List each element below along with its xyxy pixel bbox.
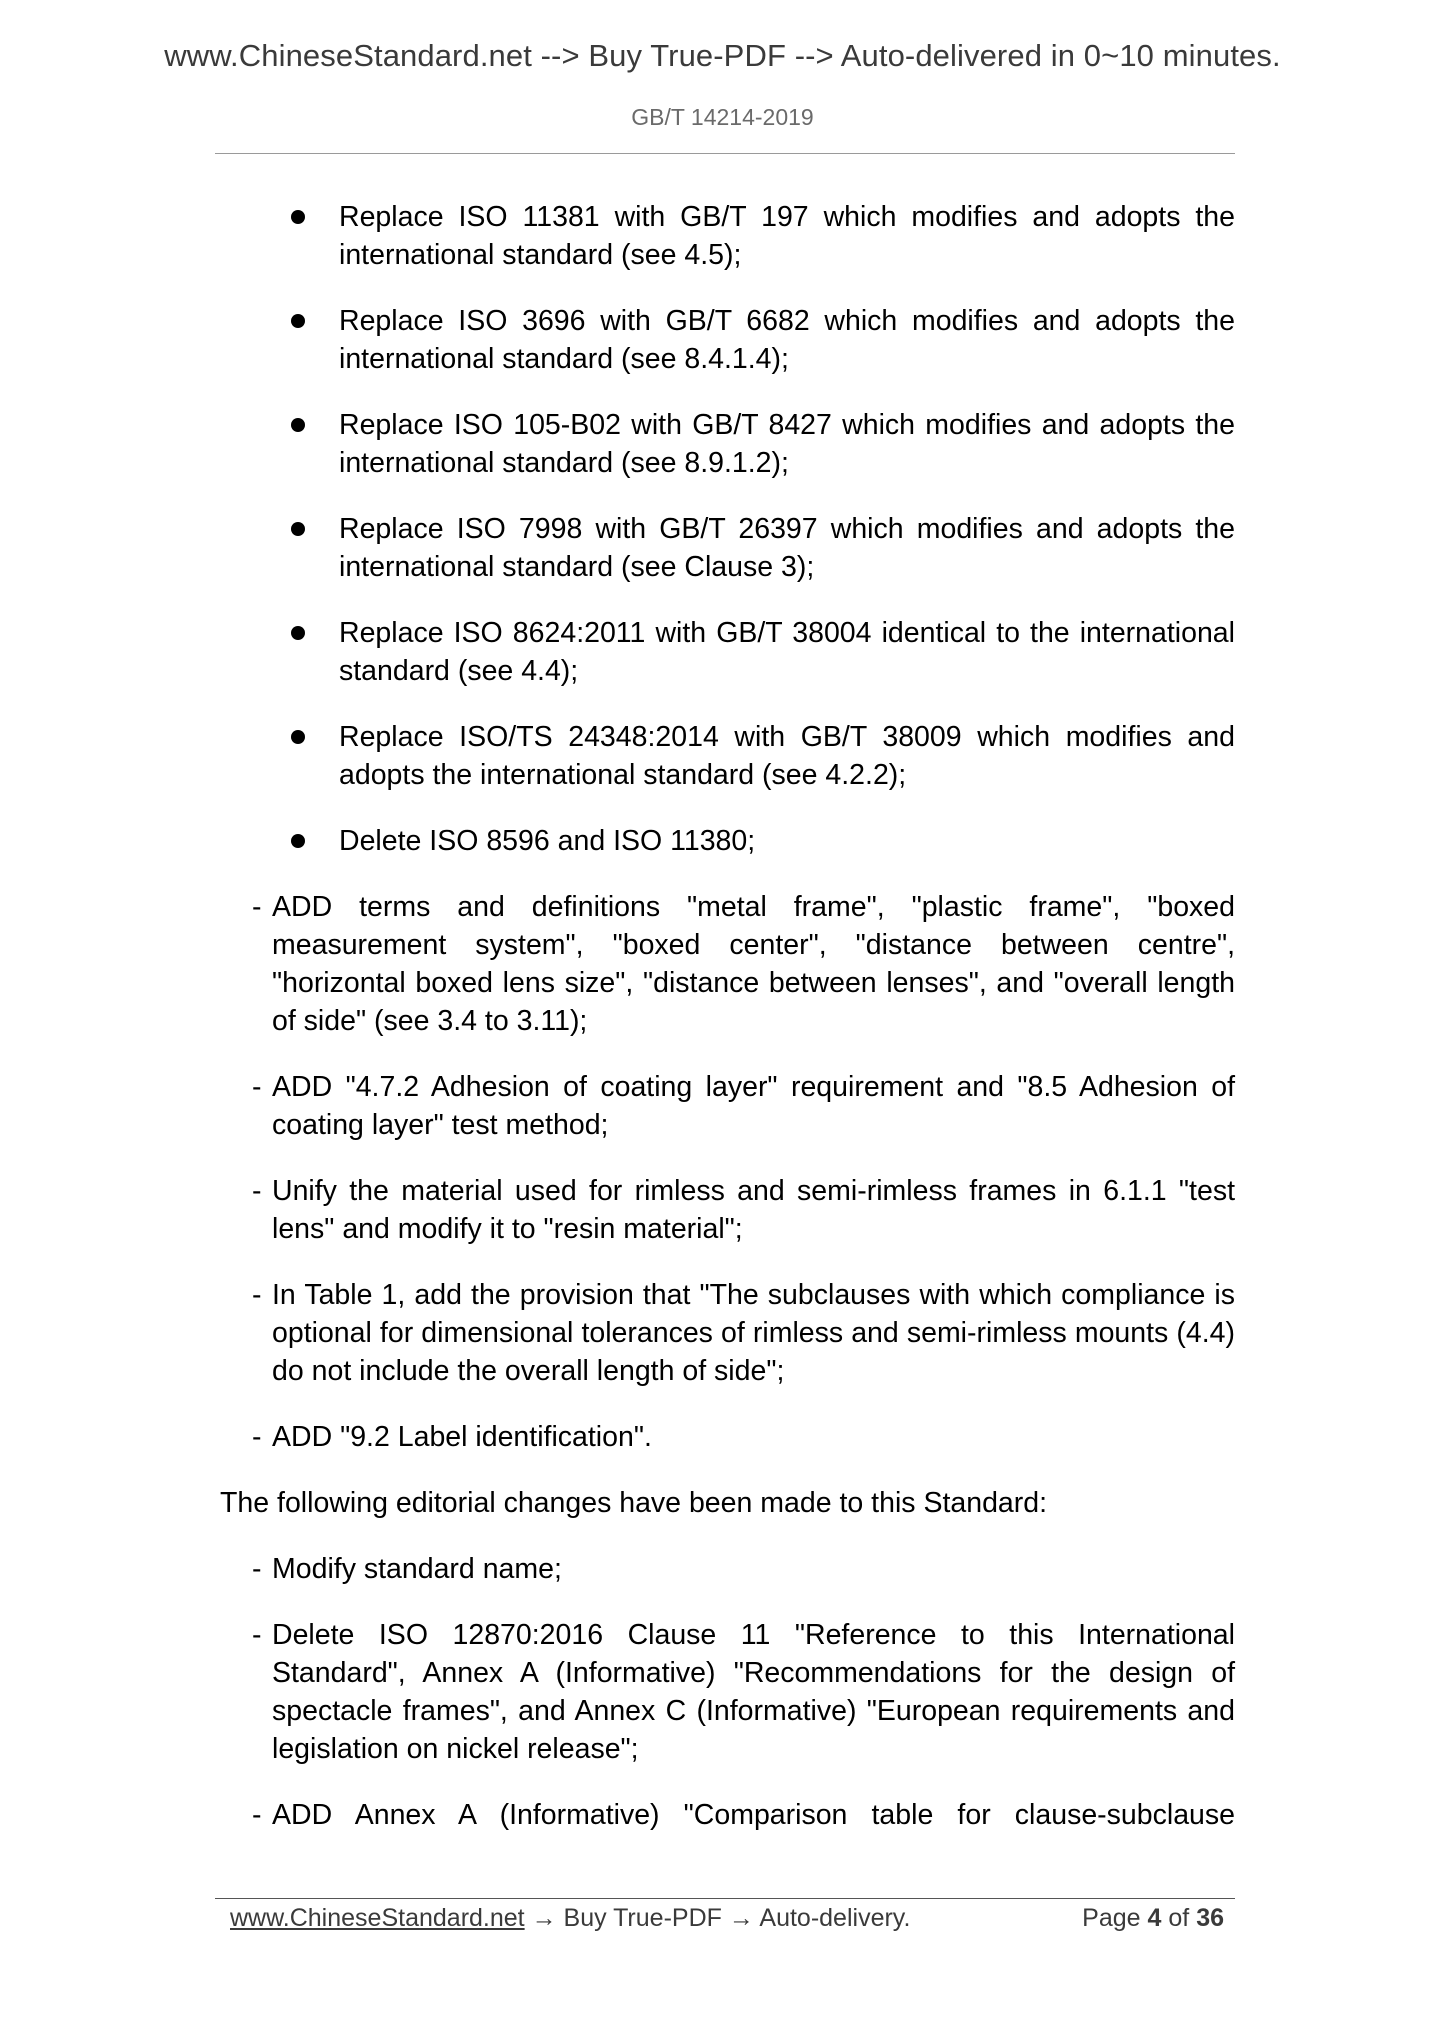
- technical-change-item: [252, 1418, 1235, 1456]
- of-label: of: [1168, 1904, 1190, 1932]
- technical-change-item: [252, 1172, 1235, 1248]
- header-divider: [215, 153, 1235, 154]
- bullet-text: Delete ISO 8596 and ISO 11380;: [339, 825, 756, 857]
- editorial-change-item: [252, 1796, 1235, 1834]
- bullet-item: [339, 614, 1235, 690]
- current-page-number: 4: [1147, 1904, 1162, 1932]
- dash-marker: -: [252, 1071, 262, 1103]
- bullet-text: Replace ISO 7998 with GB/T 26397 which modifies and adopts the international standard (see Clause 3);: [339, 513, 1235, 583]
- bullet-item: [339, 198, 1235, 274]
- bullet-item: [339, 718, 1235, 794]
- bullet-item: [339, 510, 1235, 586]
- editorial-change-item: [252, 1550, 1235, 1588]
- page-body: [0, 198, 1445, 1862]
- dash-marker: -: [252, 1619, 262, 1651]
- editorial-change-item: [252, 1616, 1235, 1768]
- bullet-item: [339, 302, 1235, 378]
- editorial-change-text: ADD Annex A (Informative) "Comparison table for clause-subclause: [272, 1799, 1235, 1831]
- dash-marker: -: [252, 891, 262, 923]
- technical-change-item: [252, 888, 1235, 1040]
- bullet-text: Replace ISO/TS 24348:2014 with GB/T 38009 which modifies and adopts the international standard (see 4.2.2);: [339, 721, 1235, 791]
- dash-marker: -: [252, 1553, 262, 1585]
- bullet-item: [339, 406, 1235, 482]
- technical-change-item: [252, 1068, 1235, 1144]
- bullet-dot-icon: [291, 418, 305, 432]
- top-banner: www.ChineseStandard.net --> Buy True-PDF --> Auto-delivered in 0~10 minutes.: [164, 38, 1281, 73]
- page-label: Page: [1082, 1904, 1141, 1932]
- dash-marker: -: [252, 1279, 262, 1311]
- footer-site-link[interactable]: www.ChineseStandard.net: [230, 1904, 525, 1932]
- total-pages: 36: [1196, 1904, 1224, 1932]
- document-code: GB/T 14214-2019: [631, 104, 814, 130]
- bullet-item: [339, 822, 1235, 860]
- bullet-dot-icon: [291, 626, 305, 640]
- editorial-intro: The following editorial changes have been made to this Standard:: [220, 1487, 1048, 1519]
- bullet-dot-icon: [291, 314, 305, 328]
- dash-marker: -: [252, 1421, 262, 1453]
- page-indicator: [1082, 1904, 1224, 1933]
- technical-change-item: [252, 1276, 1235, 1390]
- technical-change-text: In Table 1, add the provision that "The subclauses with which compliance is optional for dimensional tolerances of rimless and semi-rimless mounts (4.4) do not include the overall length of side";: [272, 1279, 1235, 1387]
- bullet-text: Replace ISO 105-B02 with GB/T 8427 which modifies and adopts the international standard (see 8.9.1.2);: [339, 409, 1235, 479]
- dash-marker: -: [252, 1799, 262, 1831]
- bullet-dot-icon: [291, 210, 305, 224]
- technical-change-text: ADD "4.7.2 Adhesion of coating layer" requirement and "8.5 Adhesion of coating layer" test method;: [272, 1071, 1235, 1141]
- bullet-text: Replace ISO 11381 with GB/T 197 which modifies and adopts the international standard (see 4.5);: [339, 201, 1235, 271]
- technical-change-text: ADD "9.2 Label identification".: [272, 1421, 652, 1453]
- bullet-dot-icon: [291, 834, 305, 848]
- footer-divider: [215, 1898, 1235, 1899]
- bullet-dot-icon: [291, 522, 305, 536]
- dash-marker: -: [252, 1175, 262, 1207]
- bullet-text: Replace ISO 3696 with GB/T 6682 which modifies and adopts the international standard (see 8.4.1.4);: [339, 305, 1235, 375]
- technical-change-text: ADD terms and definitions "metal frame", "plastic frame", "boxed measurement system", "boxed center", "distance between centre", "horizontal boxed lens size", "distance between lenses", and "overall length of side" (see 3.4 to 3.11);: [272, 891, 1235, 1037]
- editorial-change-text: Delete ISO 12870:2016 Clause 11 "Reference to this International Standard", Annex A (Informative) "Recommendations for the design of spectacle frames", and Annex C (Informative) "European requirements and legislation on nickel release";: [272, 1619, 1235, 1765]
- page-footer: [230, 1904, 1230, 1933]
- editorial-change-text: Modify standard name;: [272, 1553, 562, 1585]
- technical-change-text: Unify the material used for rimless and semi-rimless frames in 6.1.1 "test lens" and modify it to "resin material";: [272, 1175, 1235, 1245]
- bullet-text: Replace ISO 8624:2011 with GB/T 38004 identical to the international standard (see 4.4);: [339, 617, 1235, 687]
- footer-tagline: → Buy True-PDF → Auto-delivery.: [524, 1904, 911, 1932]
- bullet-dot-icon: [291, 730, 305, 744]
